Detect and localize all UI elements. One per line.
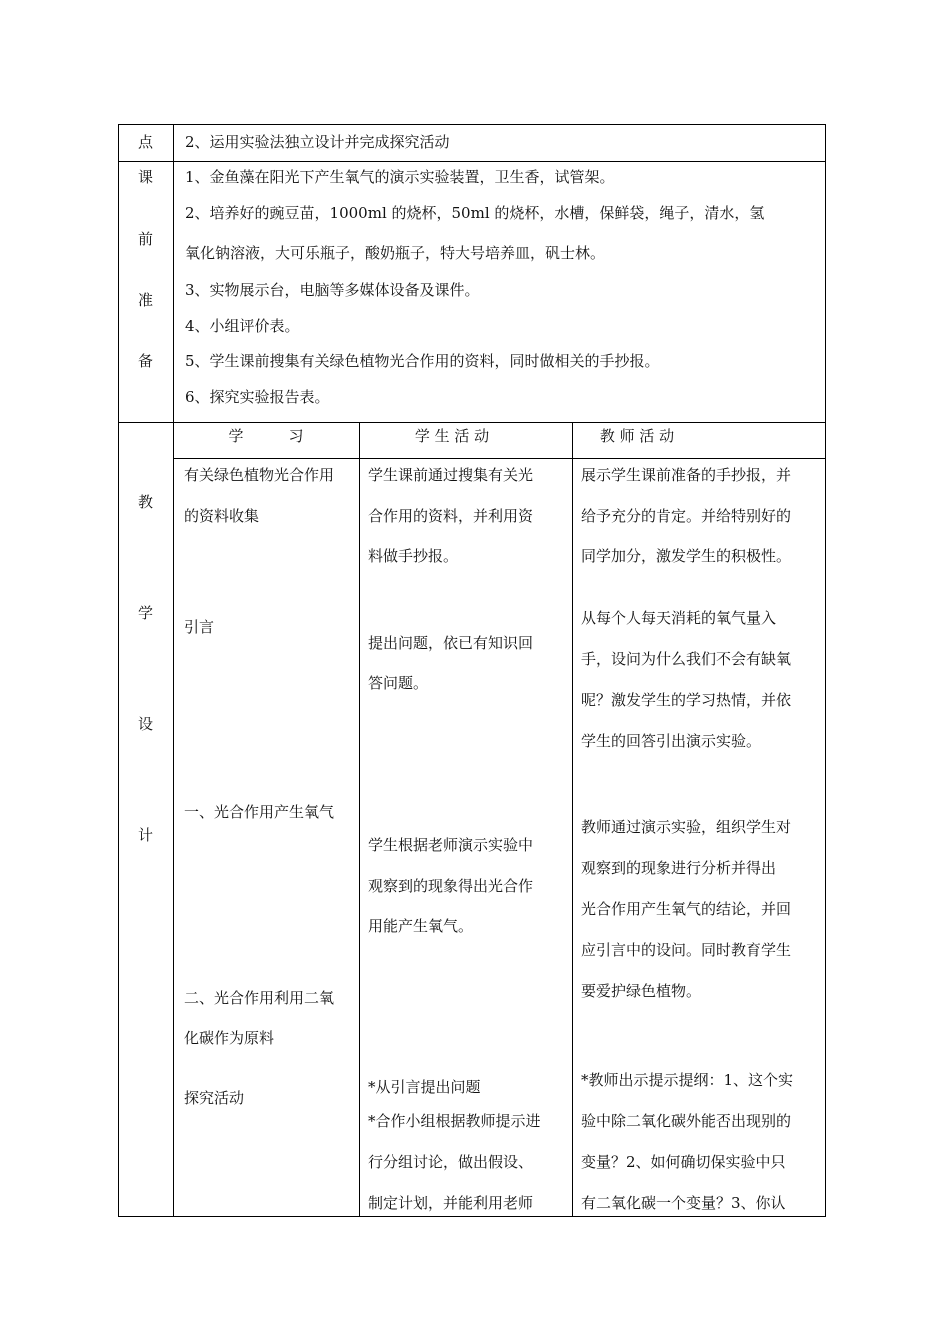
teacher-text: 应引言中的设问。同时教育学生 bbox=[581, 941, 792, 959]
student-text: 行分组讨论，做出假设、 bbox=[368, 1153, 534, 1171]
table-bottom-border bbox=[118, 1216, 826, 1217]
learn-text: 的资料收集 bbox=[184, 507, 260, 525]
prep-line: 1、金鱼藻在阳光下产生氧气的演示实验装置，卫生香，试管架。 bbox=[185, 168, 615, 186]
teacher-text: 从每个人每天消耗的氧气量入 bbox=[581, 609, 777, 627]
teacher-text: 展示学生课前准备的手抄报，并 bbox=[581, 466, 792, 484]
teacher-text: 观察到的现象进行分析并得出 bbox=[581, 859, 777, 877]
table-right-border bbox=[825, 124, 826, 1217]
teacher-text: 变量？2、如何确切保实验中只 bbox=[581, 1153, 786, 1171]
teacher-text: 教师通过演示实验，组织学生对 bbox=[581, 818, 792, 836]
prep-label-char: 准 bbox=[137, 291, 153, 309]
row-label-point: 点 bbox=[137, 133, 153, 151]
prep-line: 5、学生课前搜集有关绿色植物光合作用的资料，同时做相关的手抄报。 bbox=[185, 352, 660, 370]
student-text: 料做手抄报。 bbox=[368, 547, 459, 565]
header-divider bbox=[173, 458, 826, 459]
learn-text: 化碳作为原料 bbox=[184, 1029, 275, 1047]
student-text: 学生课前通过搜集有关光 bbox=[368, 466, 534, 484]
teacher-text: 呢？激发学生的学习热情，并依 bbox=[581, 691, 792, 709]
header-teacher-activity: 教 师 活 动 bbox=[599, 427, 675, 445]
label-column-divider bbox=[173, 124, 174, 1217]
student-text: *从引言提出问题 bbox=[368, 1078, 481, 1096]
prep-line: 氧化钠溶液，大可乐瓶子，酸奶瓶子，特大号培养皿，矾士林。 bbox=[185, 244, 606, 262]
teacher-text: 同学加分，激发学生的积极性。 bbox=[581, 547, 792, 565]
student-column-divider bbox=[359, 422, 360, 1217]
learn-text: 二、光合作用利用二氧 bbox=[184, 989, 335, 1007]
design-label-char: 教 bbox=[137, 493, 153, 511]
student-text: 观察到的现象得出光合作 bbox=[368, 877, 534, 895]
teacher-text: *教师出示提示提纲：1、这个实 bbox=[581, 1071, 794, 1089]
learn-text: 引言 bbox=[184, 618, 215, 636]
teacher-text: 手，设问为什么我们不会有缺氧 bbox=[581, 650, 792, 668]
row-divider bbox=[118, 422, 826, 423]
table-top-border bbox=[118, 124, 826, 125]
student-text: 合作用的资料，并利用资 bbox=[368, 507, 534, 525]
student-text: 答问题。 bbox=[368, 674, 429, 692]
learn-text: 探究活动 bbox=[184, 1089, 245, 1107]
design-label-char: 计 bbox=[137, 826, 153, 844]
header-student-activity: 学 生 活 动 bbox=[414, 427, 490, 445]
teacher-text: 验中除二氧化碳外能否出现别的 bbox=[581, 1112, 792, 1130]
learn-text: 有关绿色植物光合作用 bbox=[184, 466, 335, 484]
teacher-text: 学生的回答引出演示实验。 bbox=[581, 732, 762, 750]
teacher-text: 要爱护绿色植物。 bbox=[581, 982, 702, 1000]
row-divider bbox=[118, 161, 826, 162]
teacher-text: 给予充分的肯定。并给特别好的 bbox=[581, 507, 792, 525]
table-left-border bbox=[118, 124, 119, 1217]
prep-line: 3、实物展示台，电脑等多媒体设备及课件。 bbox=[185, 281, 480, 299]
student-text: 提出问题，依已有知识回 bbox=[368, 634, 534, 652]
student-text: *合作小组根据教师提示进 bbox=[368, 1112, 541, 1130]
prep-label-char: 备 bbox=[137, 352, 153, 370]
point-text: 2、运用实验法独立设计并完成探究活动 bbox=[185, 133, 450, 151]
teacher-column-divider bbox=[572, 422, 573, 1217]
teacher-text: 有二氧化碳一个变量？3、你认 bbox=[581, 1194, 786, 1212]
design-label-char: 学 bbox=[137, 604, 153, 622]
student-text: 用能产生氧气。 bbox=[368, 917, 474, 935]
student-text: 制定计划，并能利用老师 bbox=[368, 1194, 534, 1212]
prep-label-char: 前 bbox=[137, 230, 153, 248]
teacher-text: 光合作用产生氧气的结论，并回 bbox=[581, 900, 792, 918]
prep-line: 2、培养好的豌豆苗，1000ml 的烧杯，50ml 的烧杯，水槽，保鲜袋，绳子，清水，氢 bbox=[185, 204, 765, 222]
student-text: 学生根据老师演示实验中 bbox=[368, 836, 534, 854]
design-label-char: 设 bbox=[137, 715, 153, 733]
prep-label-char: 课 bbox=[137, 168, 153, 186]
learn-text: 一、光合作用产生氧气 bbox=[184, 803, 335, 821]
prep-line: 4、小组评价表。 bbox=[185, 317, 300, 335]
prep-line: 6、探究实验报告表。 bbox=[185, 388, 330, 406]
header-learn: 学 习 bbox=[228, 427, 304, 445]
